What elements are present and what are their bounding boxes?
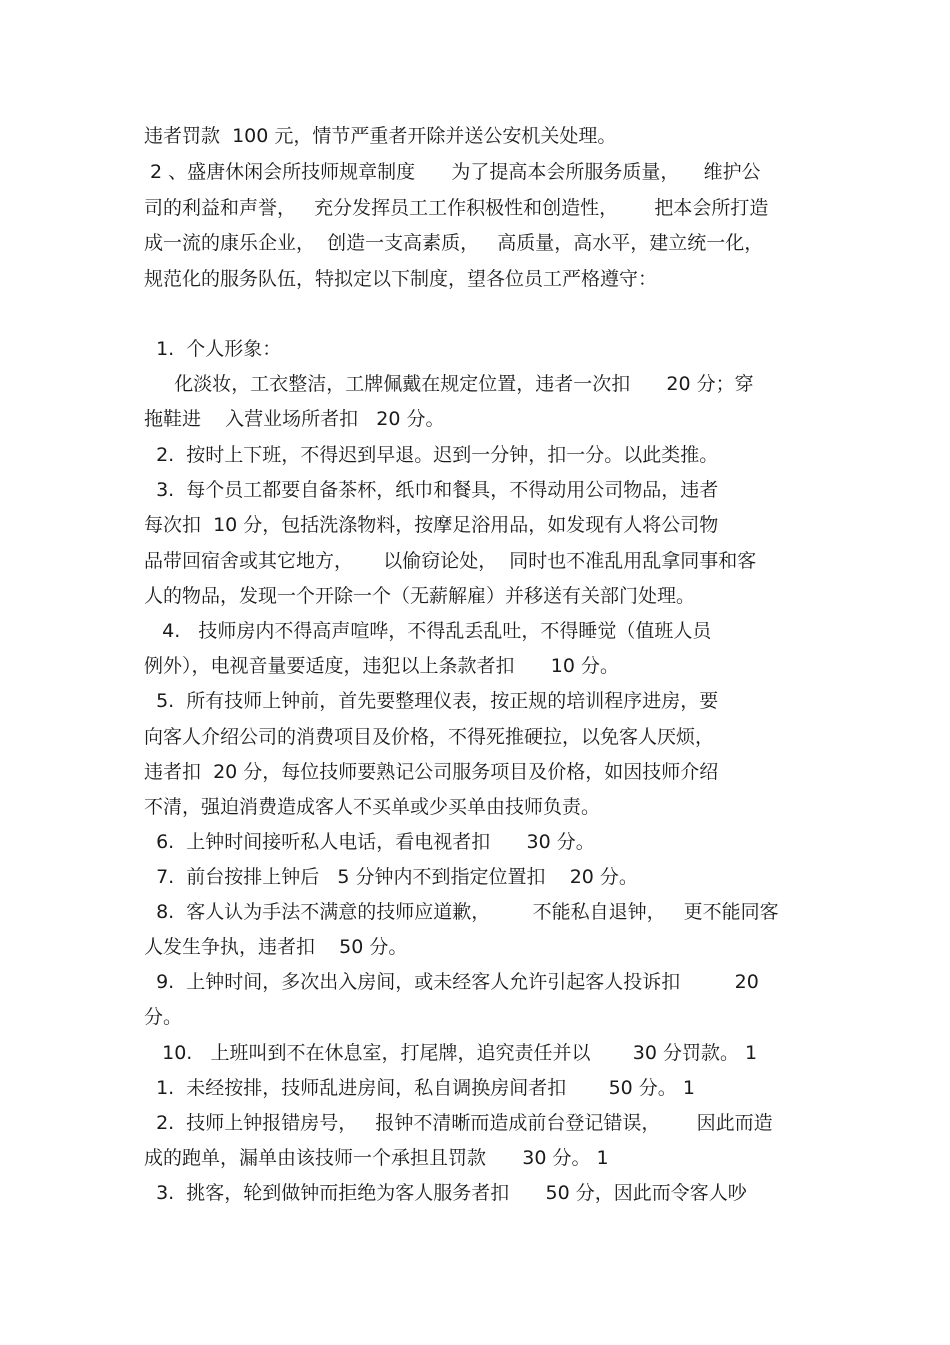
text-line: 成的跑单，漏单由该技师一个承担且罚款 30 分。 1 [144,1147,609,1169]
text-line: 4. 技师房内不得高声喧哗，不得乱丢乱吐，不得睡觉（值班人员 [144,620,712,642]
section-heading: 1. 个人形象： [144,338,282,360]
text-line: 违者扣 20 分，每位技师要熟记公司服务项目及价格，如因技师介绍 [144,761,719,783]
text-line: 2. 按时上下班，不得迟到早退。迟到一分钟，扣一分。以此类推。 [144,444,719,466]
text-line: 人发生争执，违者扣 50 分。 [144,936,408,958]
text-line: 例外），电视音量要适度，违犯以上条款者扣 10 分。 [144,655,619,677]
text-line: 5. 所有技师上钟前，首先要整理仪表，按正规的培训程序进房，要 [144,690,719,712]
text-line: 品带回宿舍或其它地方， 以偷窃论处， 同时也不准乱用乱拿同事和客 [144,550,757,572]
text-line: 人的物品，发现一个开除一个（无薪解雇）并移送有关部门处理。 [144,585,696,607]
text-line: 规范化的服务队伍，特拟定以下制度，望各位员工严格遵守： [144,268,658,290]
text-line: 向客人介绍公司的消费项目及价格，不得死推硬拉，以免客人厌烦， [144,726,715,748]
text-line: 7. 前台按排上钟后 5 分钟内不到指定位置扣 20 分。 [144,866,638,888]
text-line: 1. 未经按排，技师乱进房间，私自调换房间者扣 50 分。 1 [144,1077,695,1099]
text-line: 每次扣 10 分，包括洗涤物料，按摩足浴用品，如发现有人将公司物 [144,514,719,536]
text-line: 10. 上班叫到不在休息室，打尾牌，追究责任并以 30 分罚款。 1 [144,1042,758,1064]
text-line: 化淡妆，工衣整洁，工牌佩戴在规定位置，违者一次扣 20 分；穿 [144,373,754,395]
text-line: 6. 上钟时间接听私人电话，看电视者扣 30 分。 [144,831,595,853]
text-line: 3. 每个员工都要自备茶杯，纸巾和餐具，不得动用公司物品，违者 [144,479,719,501]
text-line: 9. 上钟时间，多次出入房间，或未经客人允许引起客人投诉扣 20 [144,971,759,993]
text-line: 拖鞋进 入营业场所者扣 20 分。 [144,408,445,430]
text-line: 成一流的康乐企业， 创造一支高素质， 高质量，高水平，建立统一化， [144,232,764,254]
text-line: 3. 挑客，轮到做钟而拒绝为客人服务者扣 50 分，因此而令客人吵 [144,1182,747,1204]
text-line: 违者罚款 100 元，情节严重者开除并送公安机关处理。 [144,125,617,147]
text-line: 不清，强迫消费造成客人不买单或少买单由技师负责。 [144,796,601,818]
text-line: 司的利益和声誉， 充分发挥员工工作积极性和创造性， 把本会所打造 [144,197,769,219]
text-line: 8. 客人认为手法不满意的技师应道歉， 不能私自退钟， 更不能同客 [144,901,779,923]
text-line: 分。 [144,1006,183,1028]
text-line: 2 、盛唐休闲会所技师规章制度 为了提高本会所服务质量， 维护公 [144,161,761,183]
text-line: 2. 技师上钟报错房号， 报钟不清晰而造成前台登记错误， 因此而造 [144,1112,773,1134]
